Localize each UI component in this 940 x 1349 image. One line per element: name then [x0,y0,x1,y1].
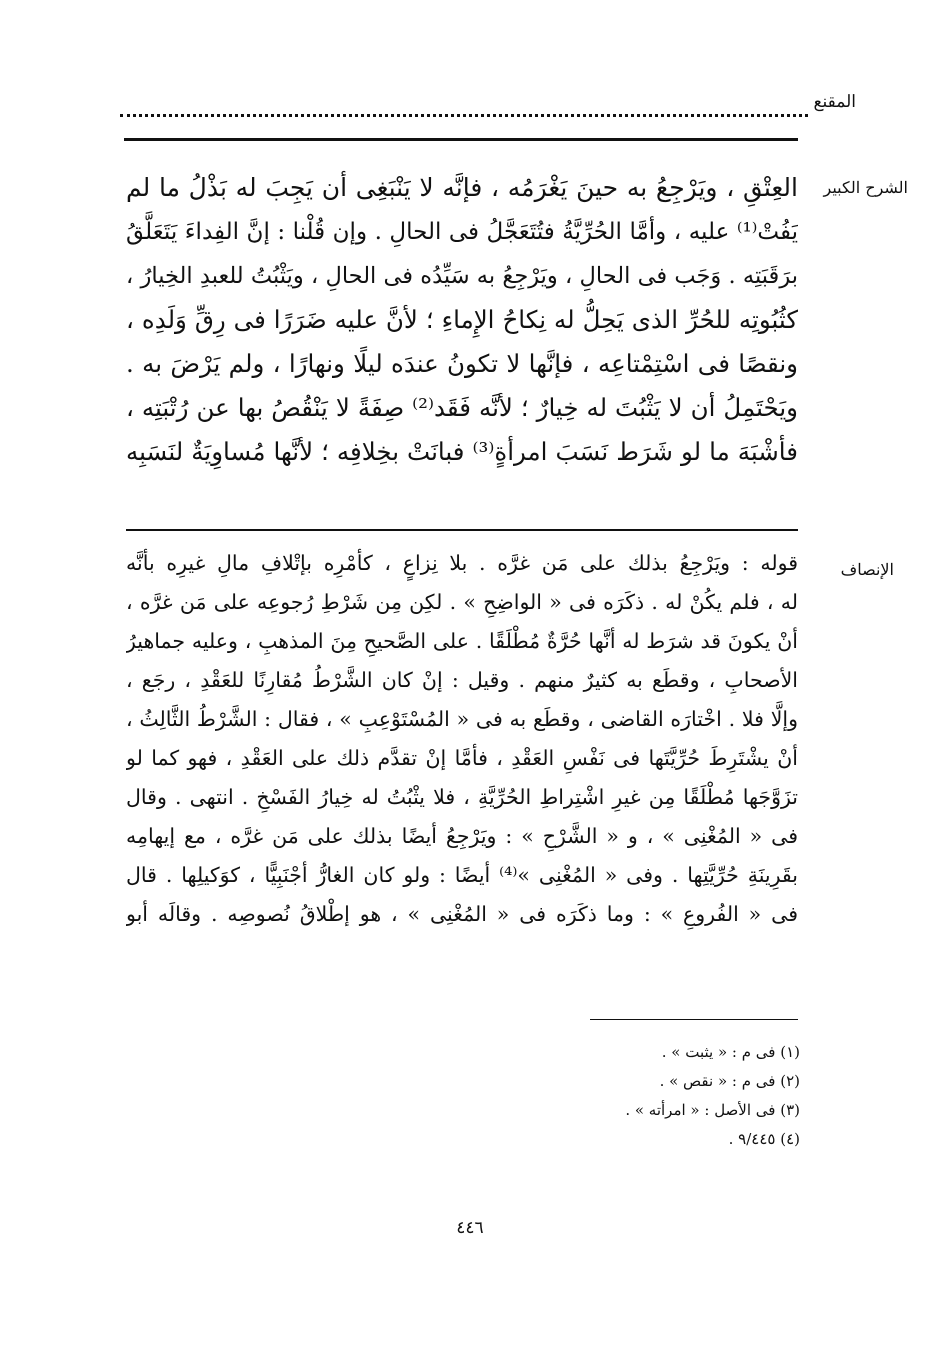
section-label-insaf: الإنصاف [840,560,894,579]
section-divider [126,529,798,531]
text-line: الأصحابِ ، وقطَع به كثيرٌ منهم . وقيل : إنْ كان الشَّرْطُ مُقارِنًا للعَقْدِ ، رجَع ، [126,668,798,692]
text-line: بقَرِينَةِ حُرِّيَّتِها . وفى « المُغْنِى »⁽⁴⁾ أيضًا : ولو كان الغارُّ أجْنَبِيًّا ، كوَكيلِها . قال [126,863,798,887]
text-line: فى « المُغْنِى » ، و « الشَّرْحِ » : ويَرْجِعُ أيضًا بذلك على مَن غرَّه ، مع إيهامِه [126,824,798,848]
footnote: (٤) ٩/٤٤٥ . [728,1130,800,1148]
footnotes [625,1038,800,1154]
footnote-rule [590,1019,798,1020]
text-line: يَفُتْ⁽¹⁾ عليه ، وأمَّا الحُرِّيَّةُ فتُتَعَجَّلُ فى الحالِ . وإن قُلْنا : إنَّ الفِداءَ يَتَعَلَّقُ [126,219,798,245]
footnote: (١) فى م : « يثبت » . [661,1043,800,1061]
section-label-sharh: الشرح الكبير [823,178,908,197]
text-line: له ، فلم يكُنْ له . ذكَرَه فى « الواضِحِ » . لكِن مِن شَرْطِ رُجوعِه على مَن غرَّه ، [126,590,798,614]
text-line: العِتْقِ ، ويَرْجِعُ به حينَ يَغْرَمُه ، فإنَّه لا يَنْبَغِى أن يَجِبَ له بَذْلُ ما لم [126,173,798,202]
footnote: (٣) فى الأصل : « امرأته » . [625,1101,800,1119]
text-line: أنْ يكونَ قد شرَط له أنَّها حُرَّةٌ مُطْلَقًا . على الصَّحيحِ مِنَ المذهبِ ، وعليه جماهيرُ [126,629,798,653]
text-line: ونقصًا فى اسْتِمْتاعِه ، فإنَّها لا تكونُ عندَه ليلًا ونهارًا ، ولم يَرْضَ به . [126,349,798,378]
text-line: قوله : ويَرْجِعُ بذلك على مَن غرَّه . بلا نِزاعٍ ، كأمْرِه بإتْلافِ مالِ غيرِه بأنَّه [126,551,798,575]
footnote: (٢) فى م : « نقص » . [659,1072,800,1090]
insaf-text [126,544,798,934]
text-line: أنْ يشْتَرِطَ حُرِّيَّتَها فى نَفْسِ العَقْدِ ، فأمَّا إنْ تقدَّم ذلك على العَقْدِ ، فهو كما لو [126,746,798,770]
book-title: المقنع [813,92,856,112]
text-line: فأشْبَهَ ما لو شَرَط نَسَبَ امرأةٍ⁽³⁾ فبانَتْ بخِلافِه ؛ لأنَّها مُساوِيَةٌ لنَسَبِه [126,437,798,466]
text-line: وإلَّا فلا . اخْتارَه القاضى ، وقطَع به فى « المُسْتَوْعِبِ » ، فقال : الشَّرْطُ الثَّالِثُ ، [126,707,798,731]
text-line: فى « الفُروعِ » : وما ذكَرَه فى « المُغْنِى » ، هو إطْلاقُ نُصوصِه . وقالَه أبو [126,902,798,926]
dotted-header-rule [120,114,808,117]
page-number: ٤٤٦ [456,1218,484,1238]
text-line: برَقَبَتِه . وَجَب فى الحالِ ، ويَرْجِعُ به سَيِّدُه فى الحالِ ، ويَثْبُتُ للعبدِ الخِيارُ ، [126,263,798,289]
sharh-text [126,166,798,474]
text-line: كثُبُوتِه للحُرِّ الذى يَحِلُّ له نِكاحُ الإِماءِ ؛ لأنَّ عليه ضَرَرًا فى رِقِّ وَلَدِه ، [126,305,798,334]
header-rule [124,138,798,141]
text-line: ويَحْتَمِلُ أن لا يَثْبُتَ له خِيارٌ ؛ لأنَّه فَقَد⁽²⁾ صِفَةً لا يَنْقُصُ بها عن رُتْبَتِه ، [126,393,798,422]
text-line: تزَوَّجَها مُطْلَقًا مِن غيرِ اشْتِراطِ الحُرِّيَّةِ ، فلا يثْبُتُ له خِيارُ الفَسْخِ . انتهى . وقال [126,785,798,809]
